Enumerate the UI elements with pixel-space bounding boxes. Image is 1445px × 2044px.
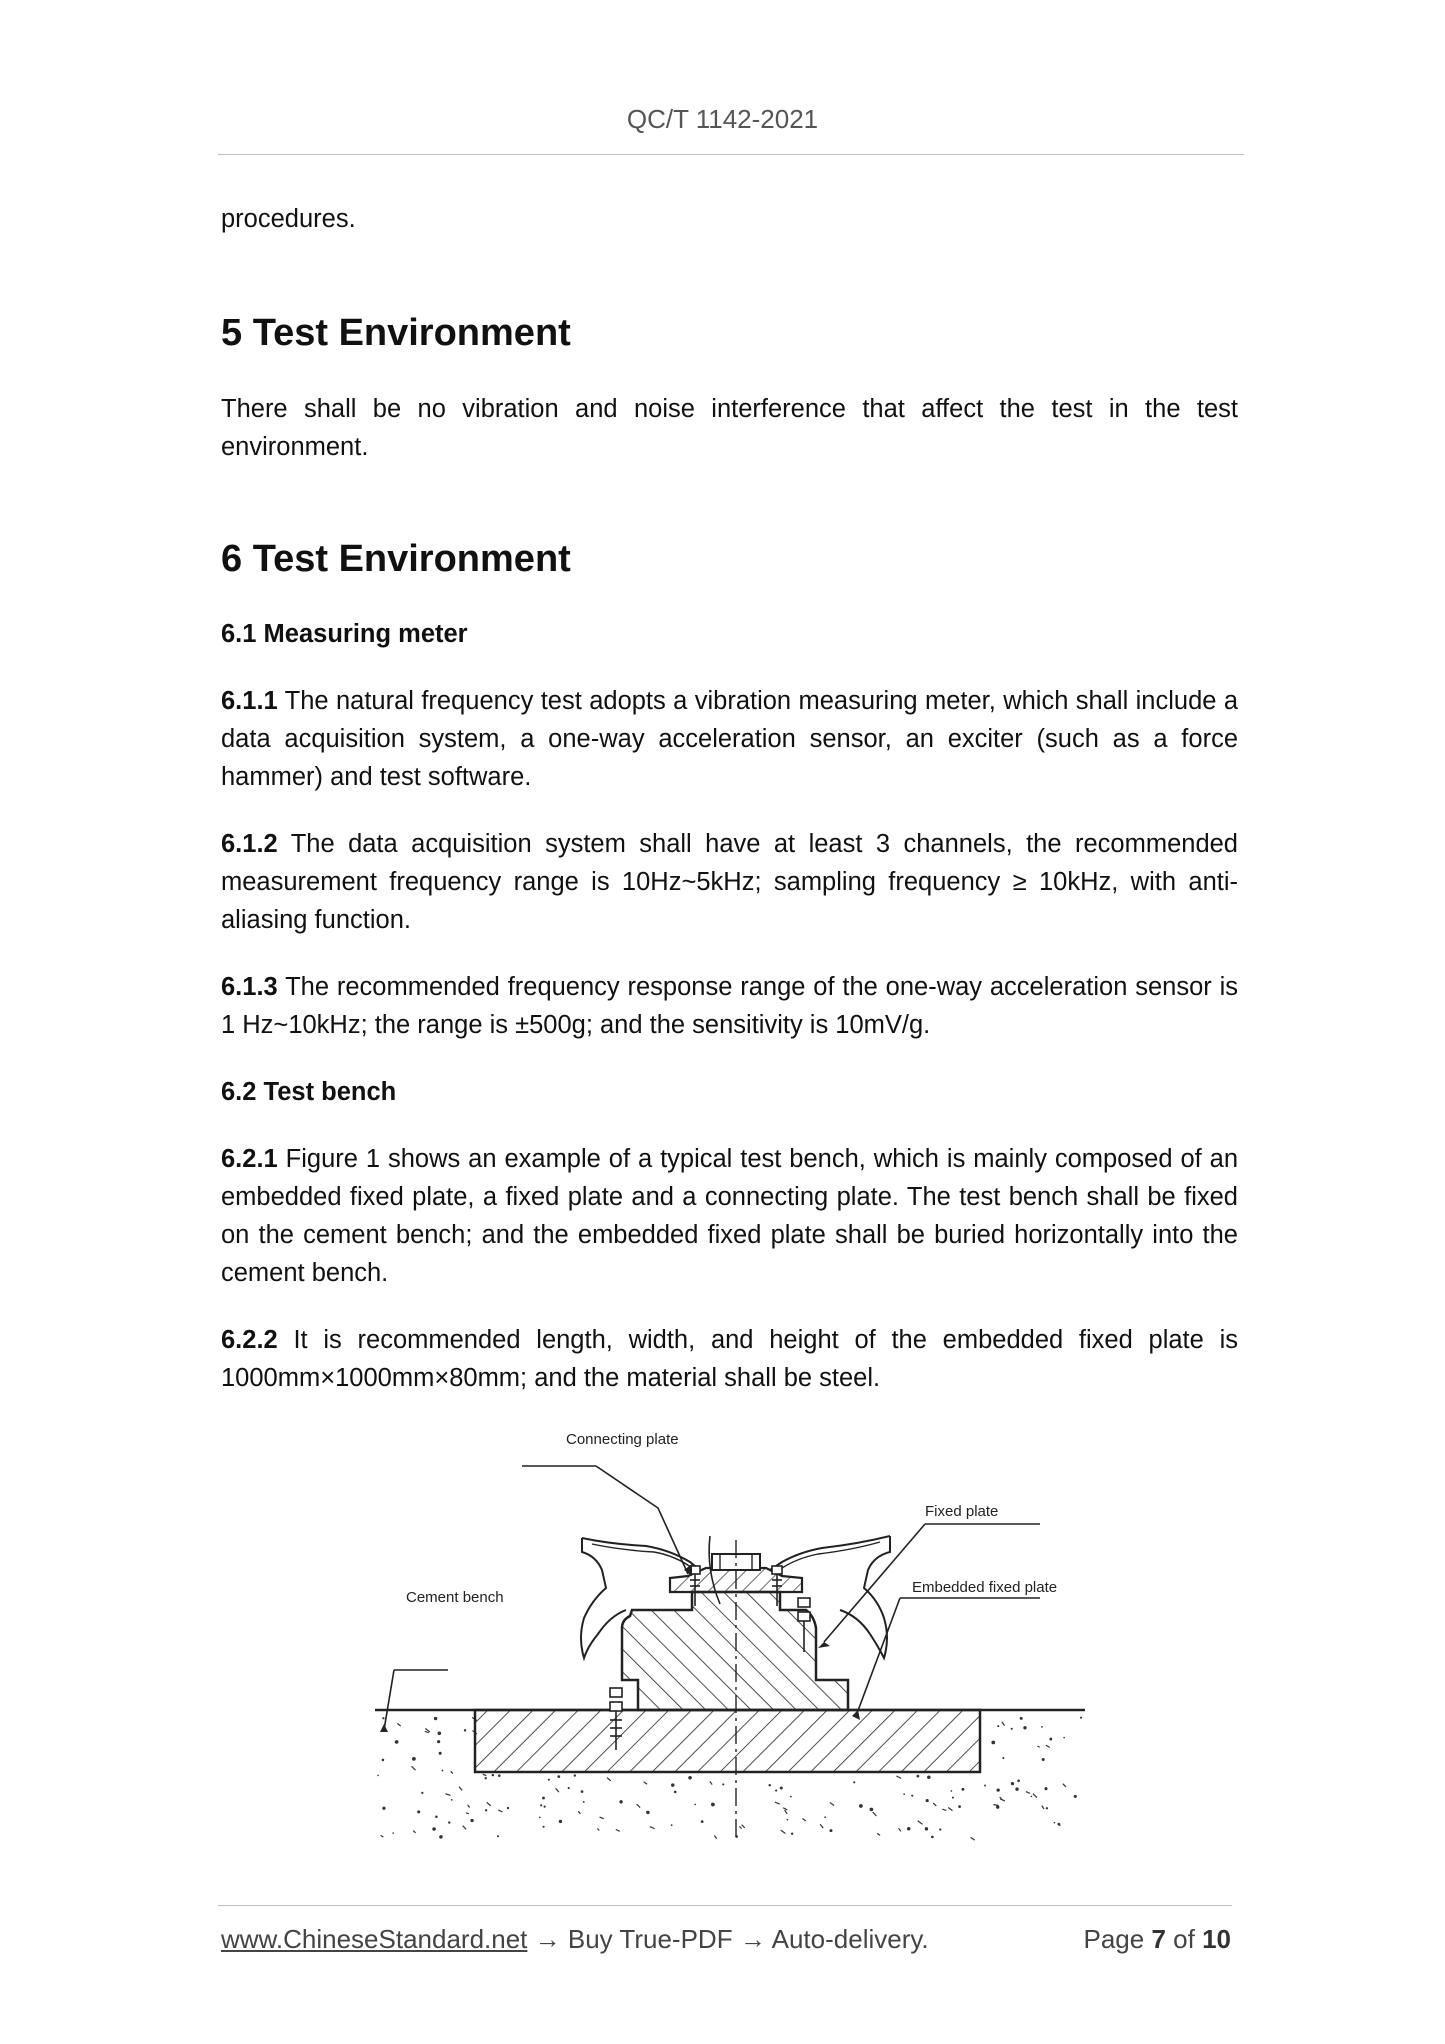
speckle xyxy=(421,1792,423,1794)
speckle xyxy=(780,1787,783,1790)
clause-text: It is recommended length, width, and height of the embedded fixed plate is 1000mm×1000mm×80mm; and the material shall be steel. xyxy=(221,1326,1238,1392)
clause-text: The natural frequency test adopts a vibration measuring meter, which shall include a data acquisition system, a one-way acceleration sensor, an exciter (such as a force hammer) and test software. xyxy=(221,687,1238,791)
speckle xyxy=(583,1801,585,1803)
speckle xyxy=(548,1779,550,1781)
speckle xyxy=(830,1802,834,1805)
speckle xyxy=(644,1782,648,1784)
speckle xyxy=(437,1731,441,1735)
header-standard-code: QC/T 1142-2021 xyxy=(626,104,819,134)
speckle xyxy=(646,1811,648,1813)
speckle xyxy=(487,1802,491,1806)
clause-6-2-1 xyxy=(221,1140,1238,1292)
arrowhead xyxy=(380,1724,388,1732)
speckle xyxy=(1031,1796,1033,1798)
speckle xyxy=(470,1819,473,1822)
speckle xyxy=(948,1808,952,1811)
speckle xyxy=(1037,1746,1039,1747)
speckle xyxy=(485,1777,487,1779)
speckle xyxy=(497,1835,499,1837)
label-embedded-fixed-plate: Embedded fixed plate xyxy=(912,1579,1058,1596)
speckle xyxy=(425,1731,429,1733)
speckle xyxy=(1046,1807,1048,1809)
section-5-text: There shall be no vibration and noise interference that affect the test in the test environment. xyxy=(221,395,1238,461)
speckle xyxy=(543,1826,545,1828)
speckle xyxy=(412,1766,416,1770)
speckle xyxy=(382,1807,385,1810)
speckle xyxy=(996,1805,999,1808)
speckle xyxy=(991,1741,995,1745)
speckle xyxy=(377,1775,379,1777)
footer-delivery-text: Auto-delivery. xyxy=(771,1924,929,1954)
speckle xyxy=(556,1788,559,1792)
speckle xyxy=(674,1791,677,1794)
speckle xyxy=(916,1775,919,1778)
speckle xyxy=(1000,1799,1005,1801)
page-indicator xyxy=(1083,1924,1231,1955)
speckle xyxy=(382,1759,385,1762)
speckle xyxy=(507,1807,509,1809)
speckle xyxy=(574,1774,576,1776)
speckle xyxy=(434,1717,437,1720)
speckle xyxy=(688,1776,692,1780)
speckle xyxy=(442,1770,444,1772)
speckle xyxy=(783,1808,787,1810)
carryover-text: procedures. xyxy=(221,205,356,233)
footer-website-link[interactable]: www.ChineseStandard.net xyxy=(221,1924,528,1954)
speckle xyxy=(1002,1757,1004,1759)
clause-6-1-1 xyxy=(221,682,1238,796)
speckle xyxy=(952,1797,954,1799)
speckle xyxy=(581,1790,584,1793)
footer-divider xyxy=(218,1905,1232,1906)
speckle xyxy=(1017,1779,1020,1782)
speckle xyxy=(870,1808,874,1812)
speckle xyxy=(439,1752,442,1755)
speckle xyxy=(931,1836,934,1839)
speckle xyxy=(694,1804,696,1806)
speckle xyxy=(492,1774,494,1776)
speckle xyxy=(1011,1782,1014,1785)
speckle xyxy=(445,1794,450,1796)
speckle xyxy=(873,1812,877,1816)
speckle xyxy=(483,1774,487,1776)
page-number: 7 xyxy=(1151,1924,1166,1954)
speckle xyxy=(1000,1797,1002,1798)
speckle xyxy=(392,1832,394,1834)
speckle xyxy=(790,1796,792,1798)
speckle xyxy=(997,1725,999,1727)
speckle xyxy=(1059,1824,1061,1826)
embedded-fixed-plate xyxy=(475,1710,980,1772)
clause-number: 6.1.1 xyxy=(221,687,278,715)
speckle xyxy=(1049,1738,1052,1741)
clause-number: 6.1.3 xyxy=(221,973,278,1001)
speckle xyxy=(951,1790,953,1792)
speckle xyxy=(397,1723,400,1726)
speckle xyxy=(1046,1745,1050,1747)
section-6-heading: 6 Test Environment xyxy=(221,538,571,580)
speckle xyxy=(739,1826,741,1828)
speckle xyxy=(412,1757,416,1761)
fixed-plate xyxy=(622,1592,848,1710)
speckle xyxy=(918,1821,923,1825)
speckle xyxy=(714,1835,716,1838)
speckle xyxy=(1026,1792,1030,1794)
speckle xyxy=(820,1824,823,1828)
page-label: Page xyxy=(1083,1924,1145,1954)
speckle xyxy=(381,1835,384,1837)
speckle xyxy=(710,1781,712,1784)
speckle xyxy=(435,1816,438,1819)
speckle xyxy=(382,1717,384,1719)
speckle xyxy=(463,1826,466,1830)
speckle xyxy=(432,1827,436,1831)
speckle xyxy=(451,1799,453,1801)
speckle xyxy=(925,1827,928,1830)
speckle xyxy=(568,1787,570,1789)
speckle xyxy=(942,1809,946,1810)
speckle xyxy=(1042,1758,1045,1761)
speckle xyxy=(1063,1737,1065,1739)
speckle xyxy=(1002,1722,1005,1726)
speckle xyxy=(933,1803,936,1806)
speckle xyxy=(616,1829,620,1831)
footer-buy-text: Buy True-PDF xyxy=(567,1924,733,1954)
speckle xyxy=(1023,1726,1026,1729)
clause-number: 6.2.1 xyxy=(221,1145,278,1173)
speckle xyxy=(1033,1794,1037,1798)
speckle xyxy=(1044,1787,1047,1790)
section-5-heading: 5 Test Environment xyxy=(221,312,571,354)
speckle xyxy=(451,1771,453,1773)
speckle xyxy=(498,1774,501,1777)
speckle xyxy=(619,1800,622,1803)
speckle xyxy=(997,1789,1000,1792)
arrow-right-icon: → xyxy=(739,1924,766,1954)
speckle xyxy=(1020,1717,1023,1720)
speckle xyxy=(671,1824,673,1826)
speckle xyxy=(899,1828,901,1831)
speckle xyxy=(395,1740,399,1744)
speckle xyxy=(1063,1784,1066,1787)
speckle xyxy=(439,1835,443,1839)
clause-number: 6.2.2 xyxy=(221,1326,278,1354)
speckle xyxy=(742,1825,745,1828)
speckle xyxy=(578,1811,580,1813)
speckle xyxy=(984,1785,986,1787)
speckle xyxy=(785,1810,788,1814)
speckle xyxy=(597,1829,599,1831)
speckle xyxy=(1015,1787,1018,1790)
speckle xyxy=(1011,1728,1013,1730)
speckle xyxy=(768,1784,770,1786)
speckle xyxy=(600,1817,604,1819)
speckle xyxy=(859,1804,863,1808)
speckle xyxy=(927,1776,931,1780)
speckle xyxy=(911,1795,913,1797)
speckle xyxy=(437,1740,440,1743)
speckle xyxy=(637,1804,641,1808)
speckle xyxy=(775,1802,780,1804)
label-connecting-plate: Connecting plate xyxy=(566,1431,679,1448)
label-fixed-plate: Fixed plate xyxy=(925,1503,999,1520)
page-content xyxy=(221,200,1238,1397)
speckle xyxy=(903,1793,905,1795)
speckle xyxy=(464,1729,466,1731)
speckle xyxy=(787,1819,789,1821)
label-cement-bench: Cement bench xyxy=(406,1589,504,1606)
of-label: of xyxy=(1173,1924,1195,1954)
speckle xyxy=(413,1831,415,1833)
speckle xyxy=(468,1805,470,1808)
speckle xyxy=(498,1810,502,1812)
speckle xyxy=(485,1809,487,1811)
speckle xyxy=(448,1821,450,1823)
arrowhead xyxy=(818,1642,830,1648)
speckle xyxy=(907,1827,911,1831)
clause-text: Figure 1 shows an example of a typical test bench, which is mainly composed of an embedded fixed plate, a fixed plate and a connecting plate. The test bench shall be fixed on the cement bench; and the embedded fixed plate shall be buried horizontally into the cement bench. xyxy=(221,1145,1238,1287)
speckle xyxy=(824,1816,826,1818)
speckle xyxy=(1074,1795,1077,1798)
subsection-6-1-heading: 6.1 Measuring meter xyxy=(221,620,468,648)
arrow-right-icon: → xyxy=(534,1924,561,1954)
speckle xyxy=(994,1804,999,1805)
speckle xyxy=(559,1820,562,1823)
clause-6-1-3 xyxy=(221,968,1238,1044)
speckle xyxy=(544,1806,546,1808)
clause-6-2-2 xyxy=(221,1321,1238,1397)
test-bench-figure xyxy=(370,1420,1090,1850)
speckle xyxy=(877,1833,880,1835)
speckle xyxy=(781,1830,786,1833)
clause-number: 6.1.2 xyxy=(221,830,278,858)
speckle xyxy=(853,1781,855,1783)
speckle xyxy=(671,1783,674,1786)
page-footer xyxy=(221,1924,1231,1955)
speckle xyxy=(466,1813,469,1814)
speckle xyxy=(1080,1717,1082,1719)
clause-text: The data acquisition system shall have at least 3 channels, the recommended measurement frequency range is 10Hz~5kHz; sampling frequency ≥ 10kHz, with anti-aliasing function. xyxy=(221,830,1238,934)
speckle xyxy=(607,1778,611,1781)
clause-text: The recommended frequency response range of the one-way acceleration sensor is 1 Hz~10kHz; the range is ±500g; and the sensitivity is 10mV/g. xyxy=(221,973,1238,1039)
speckle xyxy=(970,1837,974,1840)
subsection-6-2-heading: 6.2 Test bench xyxy=(221,1078,397,1106)
speckle xyxy=(958,1805,961,1808)
speckle xyxy=(722,1783,724,1785)
speckle xyxy=(1054,1822,1056,1824)
speckle xyxy=(791,1833,793,1835)
speckle xyxy=(557,1775,560,1778)
speckle xyxy=(961,1788,964,1791)
speckle xyxy=(803,1819,806,1822)
speckle xyxy=(701,1820,704,1823)
speckle xyxy=(459,1787,462,1791)
page-total: 10 xyxy=(1202,1924,1231,1954)
speckle xyxy=(542,1797,545,1800)
speckle xyxy=(711,1803,715,1807)
speckle xyxy=(926,1799,929,1802)
speckle xyxy=(1041,1726,1043,1728)
speckle xyxy=(829,1829,832,1832)
speckle xyxy=(417,1810,420,1813)
speckle xyxy=(650,1827,655,1829)
speckle xyxy=(540,1804,542,1806)
speckle xyxy=(775,1789,777,1791)
clause-6-1-2 xyxy=(221,825,1238,939)
speckle xyxy=(1042,1806,1044,1809)
speckle xyxy=(896,1776,901,1778)
header-divider xyxy=(218,154,1244,155)
speckle xyxy=(939,1828,941,1830)
speckle xyxy=(539,1816,541,1818)
